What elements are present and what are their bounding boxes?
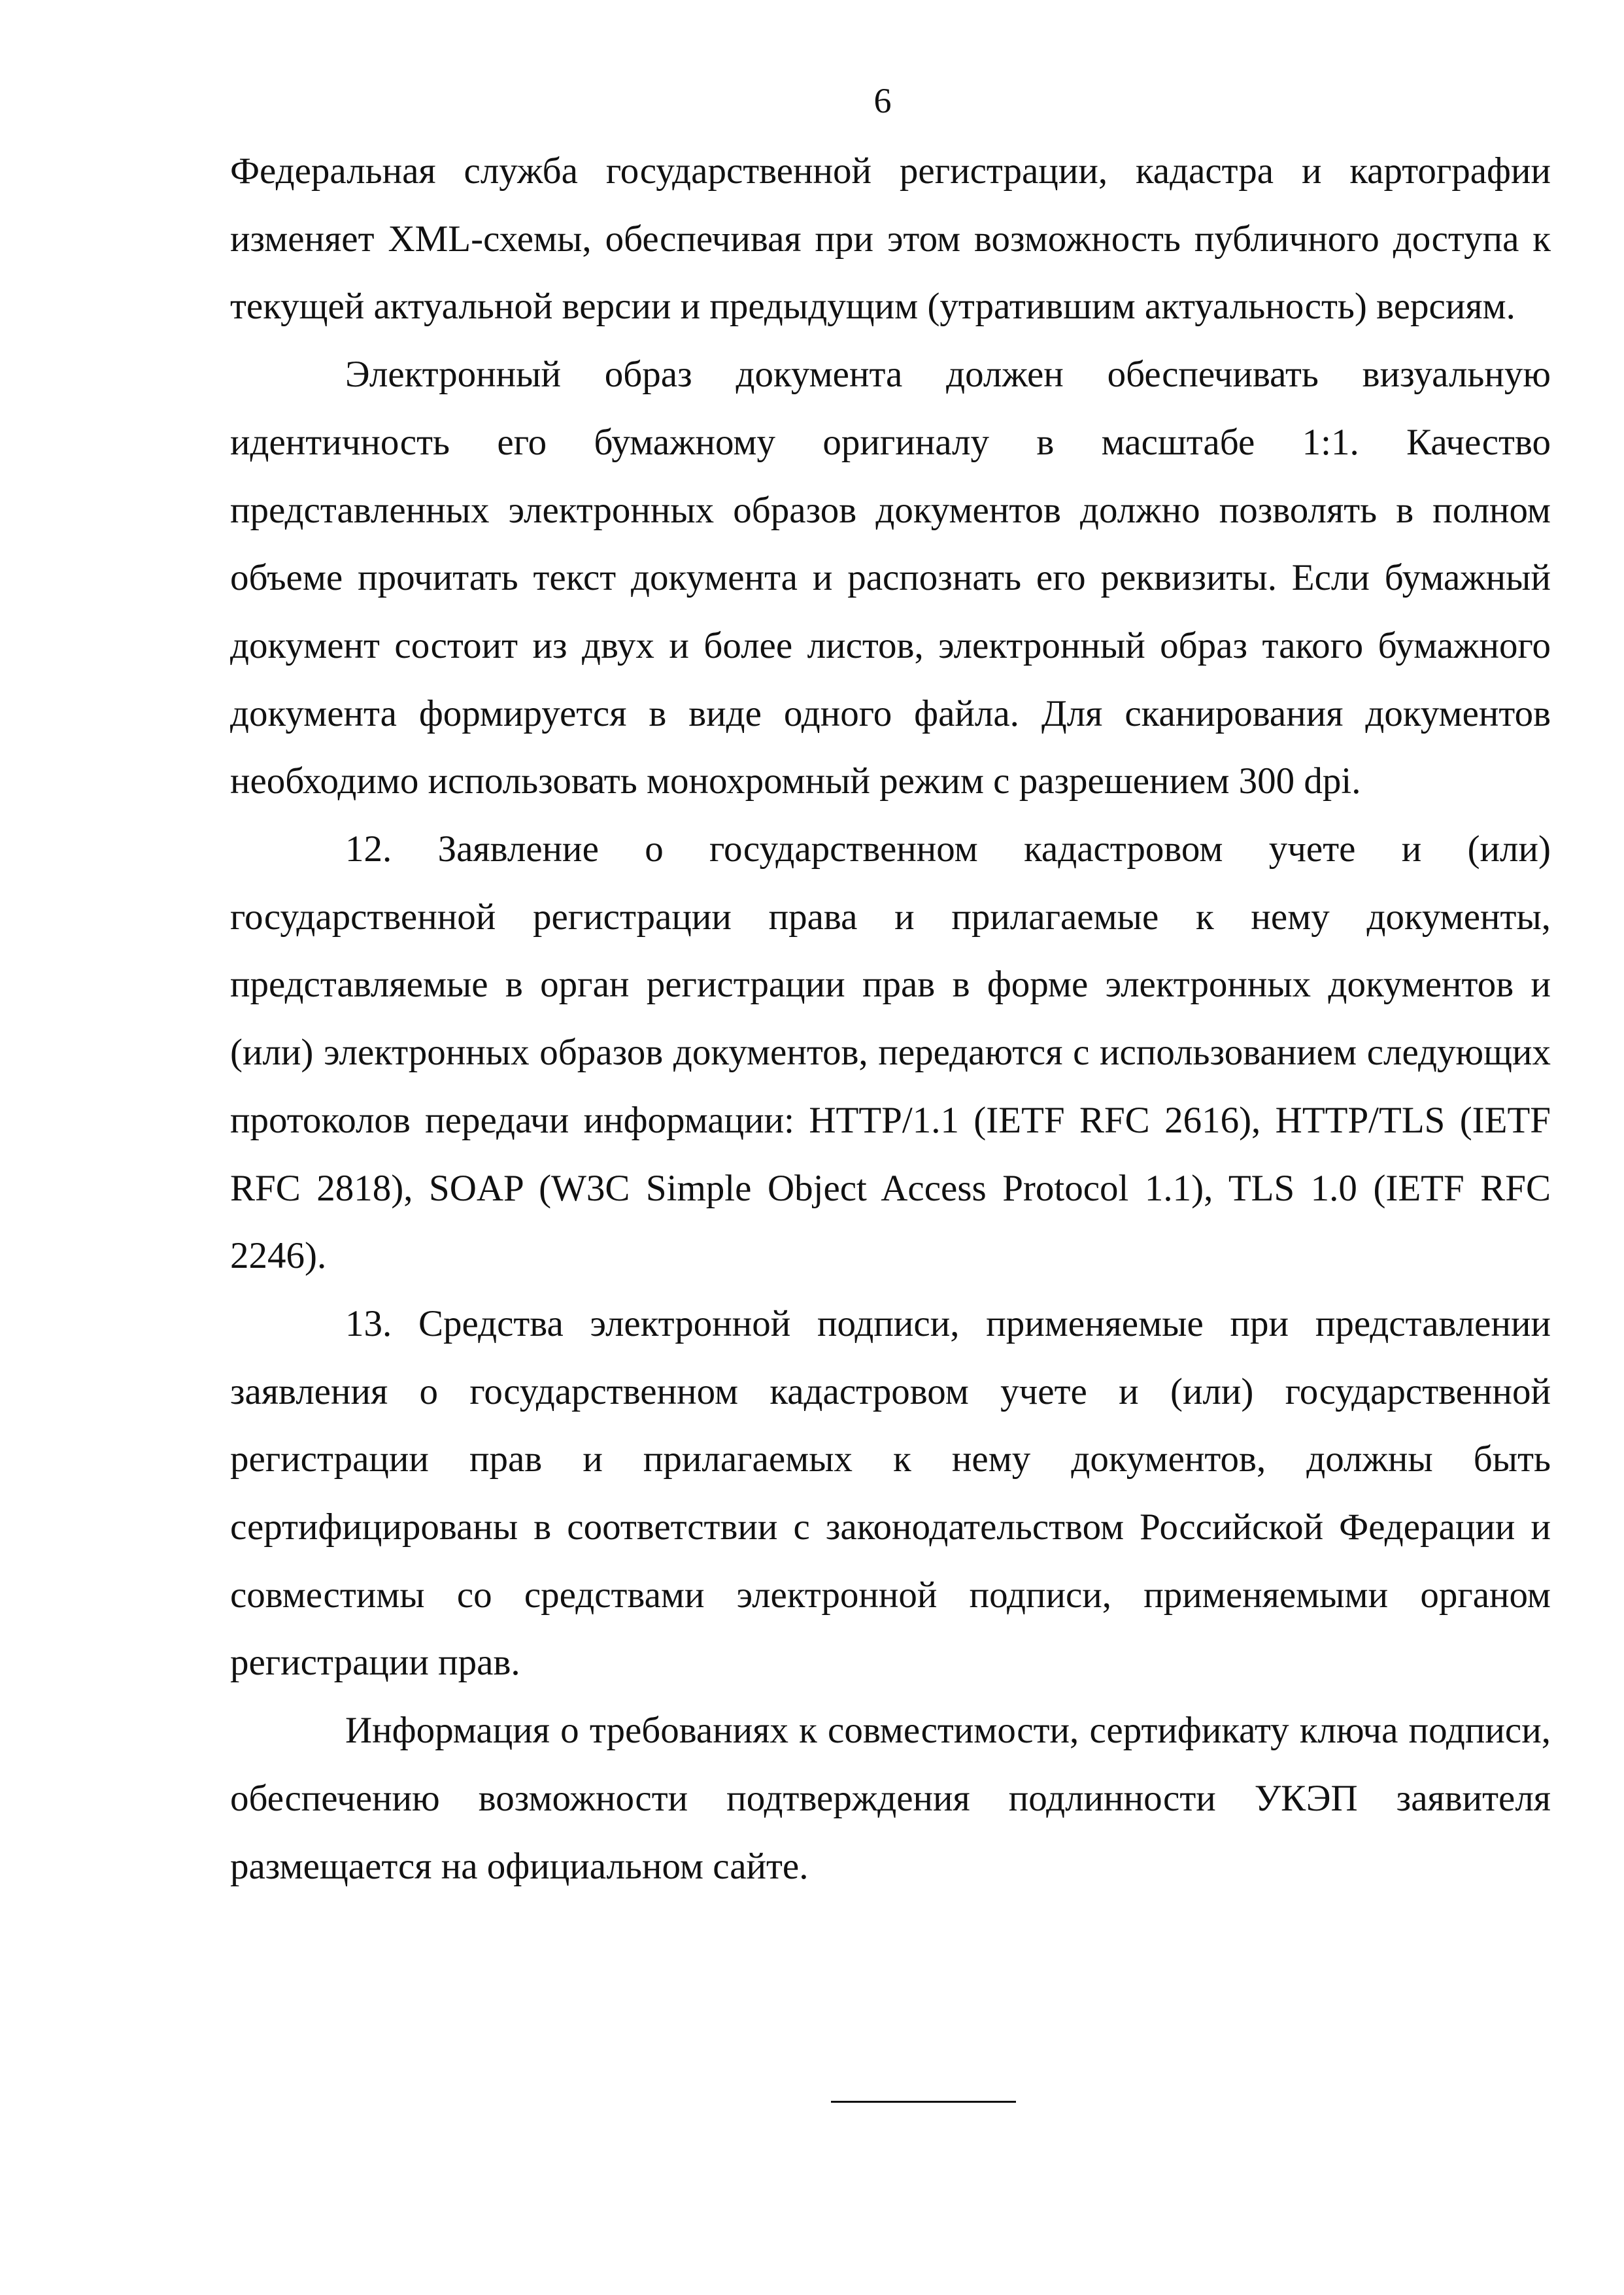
- paragraph-compatibility-info: Информация о требованиях к совместимости, сертификату ключа подписи, обеспечению возможности подтверждения подлинности УКЭП заявителя размещается на официальном сайте.: [230, 1710, 1551, 1887]
- paragraph-xml-schemas: Федеральная служба государственной регистрации, кадастра и картографии изменяет XML-схемы, обеспечивая при этом возможность публичного доступа к текущей актуальной версии и предыдущим (утратившим актуальность) версиям.: [230, 150, 1551, 328]
- paragraph-electronic-image: Электронный образ документа должен обеспечивать визуальную идентичность его бумажному оригиналу в масштабе 1:1. Качество представленных электронных образов документов должно позволять в полном объеме прочитать текст документа и распознать его реквизиты. Если бумажный документ состоит из двух и более листов, электронный образ такого бумажного документа формируется в виде одного файла. Для сканирования документов необходимо использовать монохромный режим с разрешением 300 dpi.: [230, 354, 1551, 802]
- document-body: [230, 137, 1551, 1900]
- end-divider-line: [831, 2101, 1016, 2103]
- page-number: 6: [873, 81, 892, 120]
- paragraph-item-12: 12. Заявление о государственном кадастровом учете и (или) государственной регистрации права и прилагаемые к нему документы, представляемые в орган регистрации прав в форме электронных документов и (или) электронных образов документов, передаются с использованием следующих протоколов передачи информации: HTTP/1.1 (IETF RFC 2616), HTTP/TLS (IETF RFC 2818), SOAP (W3C Simple Object Access Protocol 1.1), TLS 1.0 (IETF RFC 2246).: [230, 828, 1551, 1277]
- paragraph-item-13: 13. Средства электронной подписи, применяемые при представлении заявления о государственном кадастровом учете и (или) государственной регистрации прав и прилагаемых к нему документов, должны быть сертифицированы в соответствии с законодательством Российской Федерации и совместимы со средствами электронной подписи, применяемыми органом регистрации прав.: [230, 1302, 1551, 1684]
